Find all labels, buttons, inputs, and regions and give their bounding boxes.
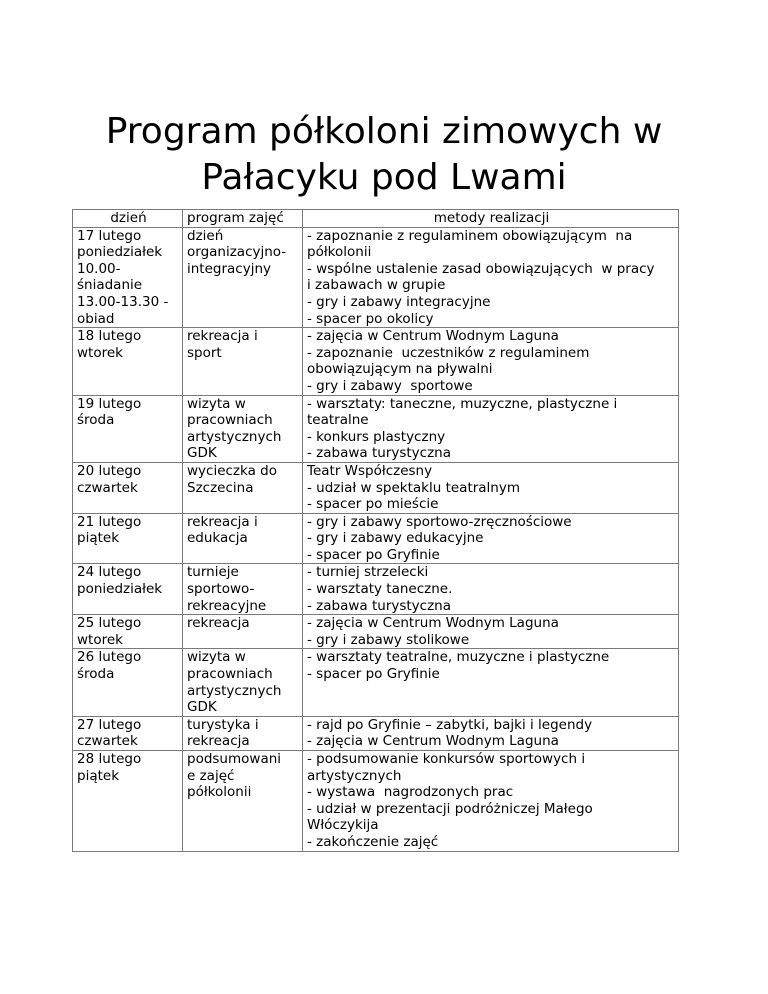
title-line-2: Pałacyku pod Lwami [201, 157, 567, 199]
table-row [73, 227, 679, 328]
cell-program [183, 227, 303, 328]
cell-line: 13.00-13.30 - [77, 293, 169, 310]
cell-line: - turniej strzelecki [307, 564, 429, 581]
document-title [0, 109, 768, 201]
table-row [73, 513, 679, 564]
cell-program [183, 462, 303, 513]
cell-line: 27 lutego [77, 716, 142, 733]
cell-line: wtorek [77, 344, 123, 361]
cell-program [183, 395, 303, 462]
cell-line: artystycznych [187, 428, 282, 445]
cell-line: 20 lutego [77, 462, 142, 479]
cell-line: - gry i zabawy edukacyjne [307, 530, 484, 547]
cell-line: wizyta w [187, 649, 246, 666]
table-row [73, 716, 679, 750]
cell-line: wtorek [77, 631, 123, 648]
cell-day [73, 513, 183, 564]
cell-line: - wystawa nagrodzonych prac [307, 784, 514, 801]
cell-line: i zabawach w grupie [307, 277, 446, 294]
cell-line: - warsztaty: taneczne, muzyczne, plastyczne i [307, 395, 618, 412]
cell-day [73, 328, 183, 395]
cell-line: - zapoznanie uczestników z regulaminem [307, 344, 590, 361]
cell-line: - zapoznanie z regulaminem obowiązującym na [307, 227, 633, 244]
cell-line: 19 lutego [77, 395, 142, 412]
cell-line: - udział w prezentacji podróżniczej Małego [307, 800, 593, 817]
cell-methods [303, 462, 679, 513]
cell-line: - warsztaty teatralne, muzyczne i plastyczne [307, 649, 610, 666]
cell-line: rekreacja i [187, 328, 258, 345]
table-row [73, 649, 679, 716]
cell-line: sport [187, 344, 222, 361]
cell-program [183, 328, 303, 395]
cell-line: 21 lutego [77, 513, 142, 530]
cell-methods [303, 716, 679, 750]
header-program: program zajęć [183, 210, 303, 228]
cell-line: piątek [77, 767, 120, 784]
cell-line: pracowniach [187, 412, 273, 429]
cell-program [183, 716, 303, 750]
cell-line: - spacer po okolicy [307, 310, 434, 327]
cell-line: - zabawa turystyczna [307, 445, 452, 462]
cell-line: - rajd po Gryfinie – zabytki, bajki i legendy [307, 716, 593, 733]
cell-line: - gry i zabawy integracyjne [307, 293, 491, 310]
cell-program [183, 615, 303, 649]
cell-line: Włóczykija [307, 817, 379, 834]
cell-day [73, 462, 183, 513]
cell-line: - gry i zabawy sportowo-zręcznościowe [307, 513, 572, 530]
cell-line: czwartek [77, 479, 138, 496]
cell-line: turnieje [187, 564, 239, 581]
cell-line: 26 lutego [77, 649, 142, 666]
cell-day [73, 615, 183, 649]
cell-line: e zajęć [187, 767, 235, 784]
cell-line: - zakończenie zajęć [307, 833, 439, 850]
cell-line: środa [77, 412, 115, 429]
cell-line: rekreacja [187, 733, 250, 750]
table-row [73, 462, 679, 513]
cell-line: GDK [187, 445, 217, 462]
cell-line: półkolonii [307, 244, 372, 261]
cell-line: Teatr Współczesny [307, 462, 433, 479]
cell-line: teatralne [307, 412, 369, 429]
cell-program [183, 513, 303, 564]
cell-methods [303, 395, 679, 462]
cell-line: śniadanie [77, 277, 143, 294]
cell-day [73, 395, 183, 462]
cell-line: artystycznych [187, 682, 282, 699]
cell-methods [303, 227, 679, 328]
cell-line: sportowo- [187, 581, 255, 598]
cell-line: artystycznych [307, 767, 402, 784]
cell-line: organizacyjno- [187, 244, 287, 261]
cell-methods [303, 751, 679, 852]
cell-line: rekreacja [187, 615, 250, 632]
cell-line: obowiązującym na pływalni [307, 361, 493, 378]
cell-line: - gry i zabawy stolikowe [307, 631, 470, 648]
cell-line: dzień [187, 227, 224, 244]
cell-line: - zabawa turystyczna [307, 597, 452, 614]
cell-line: 17 lutego [77, 227, 142, 244]
cell-line: pracowniach [187, 666, 273, 683]
cell-line: podsumowani [187, 751, 282, 767]
cell-line: - wspólne ustalenie zasad obowiązujących w pracy [307, 260, 655, 277]
cell-line: poniedziałek [77, 581, 163, 598]
table-row [73, 395, 679, 462]
cell-program [183, 751, 303, 852]
cell-methods [303, 649, 679, 716]
cell-program [183, 649, 303, 716]
cell-methods [303, 615, 679, 649]
cell-line: Szczecina [187, 479, 254, 496]
cell-line: 25 lutego [77, 615, 142, 632]
cell-day [73, 716, 183, 750]
schedule-table [72, 209, 679, 852]
cell-line: piątek [77, 530, 120, 547]
cell-line: - zajęcia w Centrum Wodnym Laguna [307, 328, 559, 345]
cell-line: - warsztaty taneczne. [307, 581, 453, 598]
cell-line: edukacja [187, 530, 248, 547]
cell-day [73, 649, 183, 716]
cell-line: czwartek [77, 733, 138, 750]
header-methods: metody realizacji [303, 210, 679, 228]
schedule-table-body [73, 210, 679, 852]
cell-line: - gry i zabawy sportowe [307, 377, 473, 394]
header-row [73, 210, 679, 228]
cell-line: poniedziałek [77, 244, 163, 261]
cell-line: - konkurs plastyczny [307, 428, 446, 445]
cell-line: 10.00- [77, 260, 121, 277]
cell-line: rekreacyjne [187, 597, 267, 614]
cell-methods [303, 513, 679, 564]
cell-line: 28 lutego [77, 751, 142, 767]
title-line-1: Program półkoloni zimowych w [105, 111, 663, 153]
table-row [73, 328, 679, 395]
cell-line: - podsumowanie konkursów sportowych i [307, 751, 586, 767]
cell-line: - spacer po Gryfinie [307, 666, 440, 683]
table-row [73, 564, 679, 615]
cell-day [73, 227, 183, 328]
cell-line: - zajęcia w Centrum Wodnym Laguna [307, 733, 559, 750]
cell-methods [303, 328, 679, 395]
cell-line: 18 lutego [77, 328, 142, 345]
cell-line: integracyjny [187, 260, 272, 277]
cell-day [73, 564, 183, 615]
cell-line: 24 lutego [77, 564, 142, 581]
cell-program [183, 564, 303, 615]
cell-line: GDK [187, 699, 217, 716]
cell-line: turystyka i [187, 716, 259, 733]
cell-line: - udział w spektaklu teatralnym [307, 479, 521, 496]
cell-line: - spacer po mieście [307, 496, 439, 513]
cell-line: - spacer po Gryfinie [307, 546, 440, 563]
table-row [73, 751, 679, 852]
cell-line: rekreacja i [187, 513, 258, 530]
cell-line: środa [77, 666, 115, 683]
cell-line: - zajęcia w Centrum Wodnym Laguna [307, 615, 559, 632]
cell-day [73, 751, 183, 852]
table-row [73, 615, 679, 649]
cell-line: wizyta w [187, 395, 246, 412]
header-day: dzień [73, 210, 183, 228]
cell-methods [303, 564, 679, 615]
cell-line: obiad [77, 310, 115, 327]
cell-line: wycieczka do [187, 462, 277, 479]
cell-line: półkolonii [187, 784, 252, 801]
